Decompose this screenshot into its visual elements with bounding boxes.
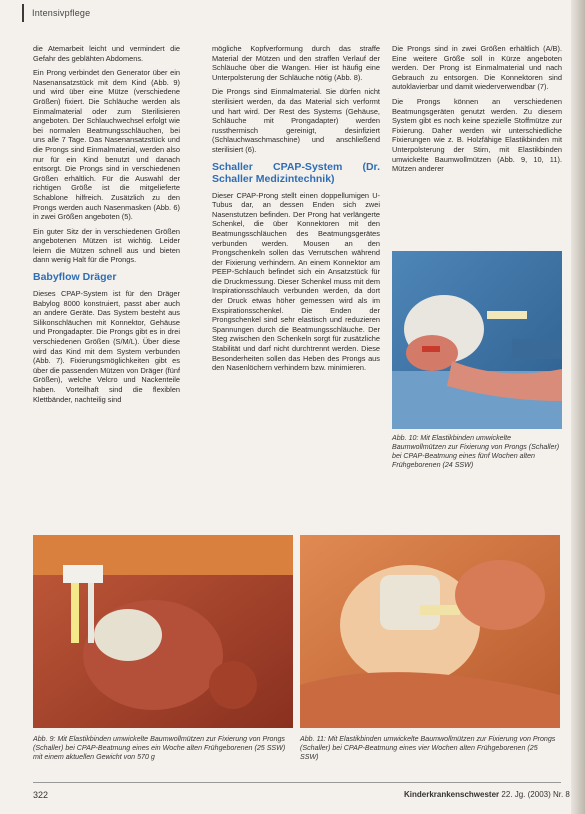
- section-marker: [22, 4, 24, 22]
- journal-name: Kinderkrankenschwester: [404, 790, 500, 799]
- journal-issue: 22. Jg. (2003) Nr. 8: [501, 790, 570, 799]
- paragraph: Die Prongs sind Einmalmaterial. Sie dürfen nicht sterilisiert werden, da das Material sich verformt und hart wird. Der Rest des Systems (Gehäuse, Schläuche mit Prongadapter) werden russthermisch gereinigt, desinfiziert (Schlauchwaschmaschine) und anschließend sterilisiert (6).: [212, 87, 380, 154]
- text-column-2: [212, 44, 380, 524]
- paragraph: Dieses CPAP-System ist für den Dräger Babylog 8000 konstruiert, passt aber auch an andere Geräte. Das System besteht aus Silikonschläuchen mit Konnektor, Gehäuse und Prongadapter. Die Prongs gibt es in drei verschiedenen Größen (S/M/L). Über diese wird das Kind mit dem System verbunden (Abb. 7). Fixierungsmöglichkeiten gibt es über die passenden Mützen von Dräger (fünf Größen), welche Velcro und Nackenteile haben. Vorteilhaft sind die flexiblen Klettbänder, nachteilig sind: [33, 289, 180, 404]
- figure-9-caption: Abb. 9: Mit Elastikbinden umwickelte Baumwollmützen zur Fixierung von Prongs (Schaller) bei CPAP-Beatmung eines ein Woche alten Frühgeborenen (25 SSW) mit einem aktuellen Gewicht von 570 g: [33, 735, 286, 761]
- page-edge: [571, 0, 585, 814]
- section-heading-schaller: Schaller CPAP-System (Dr. Schaller Medizintechnik): [212, 160, 380, 185]
- section-header: Intensivpflege: [32, 8, 91, 18]
- figure-10-photo: [392, 251, 562, 429]
- paragraph: mögliche Kopfverformung durch das straffe Material der Mützen und den straffen Verlauf der Schläuche über die Wangen. Hier ist häufig eine Unterpolsterung der Schläuche nötig (Abb. 8).: [212, 44, 380, 82]
- page-number: 322: [33, 790, 49, 800]
- figure-11-photo: [300, 535, 560, 728]
- section-heading-babyflow: Babyflow Dräger: [33, 271, 117, 284]
- footer-divider: [33, 782, 561, 783]
- paragraph: Dieser CPAP-Prong stellt einen doppellumigen U-Tubus dar, an dessen Enden sich zwei Nasenstutzen befinden. Der Prong hat verlängerte Schenkel, die über Konnektoren mit den Beatmungsschläuchen des Beatmungsgerätes verbunden werden. Mousen an den Prongschenkeln sollen das Verrutschen während der Fixierung verhindern. An einem Konnektor am PEEP-Schlauch befindet sich ein Ansatzstück für die Druckmessung. Dieser Schenkel muss mit dem Inspirationsschlauch verbunden werden, da dort der Druck etwas höher gemessen wird als im Exspirationsschenkel. Die Enden der Prongschenkel sind sehr elastisch und reduzieren Spannungen durch die Beatmungsschläuche. Der Steg zwischen den Schenkeln sorgt für zusätzliche Stabilität und darf nicht durchtrennt werden. Diese Besonderheiten sollen das Heben des Prongs aus den Nasenlöchern verhindern bzw. minimieren.: [212, 190, 380, 373]
- paragraph: Ein Prong verbindet den Generator über ein Nasenansatzstück mit dem Kind (Abb. 9) und wird über eine Mütze (verschiedene Größen) fixiert. Die Schläuche werden als Einmalmaterial oder zum Sterilisieren angeboten. Der Schlauchwechsel erfolgt wie bei normalen Beatmungsschläuchen, bei uns alle 7 Tage. Das Nasenansatzstück und die Prongs sind Einmalmaterial, werden also nur für ein Kind benutzt und danach entsorgt. Die Prongs sind in verschiedenen Größen erhältlich. Für die Auswahl der richtigen Größe ist die mitgelieferte Schablone hilfreich. Zusätzlich zu den Prongs werden auch Nasenmasken (Abb. 6) in zwei Größen angeboten (5).: [33, 68, 180, 222]
- figure-9-photo: [33, 535, 293, 728]
- figure-10-caption: Abb. 10: Mit Elastikbinden umwickelte Baumwollmützen zur Fixierung von Prongs (Schaller) bei CPAP-Beatmung eines fünf Wochen alten Frühgeborenen (24 SSW): [392, 434, 560, 469]
- paragraph: die Atemarbeit leicht und vermindert die Gefahr des geblähten Abdomens.: [33, 44, 180, 63]
- text-column-3: [392, 44, 562, 244]
- paragraph: Ein guter Sitz der in verschiedenen Größen angebotenen Mützen ist wichtig. Leider leiern die Mützen schnell aus und bieten dann wenig Halt für die Prongs.: [33, 226, 180, 265]
- paragraph: Die Prongs können an verschiedenen Beatmungsgeräten genutzt werden. Zu diesem System gibt es noch keine spezielle Stoffmütze zur Fixierung. Daher werden wir unterschiedliche Fixierungen wie z. B. Holzfähige Elastikbinden mit Unterpolsterung der Stirn, mit Elastikbinden umwickelte Baumwollmützen (Abb. 9, 10, 11). Mützen anderer: [392, 96, 562, 174]
- journal-info: [404, 790, 570, 799]
- paragraph: Die Prongs sind in zwei Größen erhältlich (A/B). Eine weitere Größe soll in Kürze angeboten werden. Der Prong ist Einmalmaterial und nach Gebrauch zu entsorgen. Die Konnektoren sind autoklavierbar und damit wiederverwendbar (7).: [392, 44, 562, 92]
- text-column-1: [33, 44, 180, 519]
- figure-11-caption: Abb. 11: Mit Elastikbinden umwickelte Baumwollmützen zur Fixierung von Prongs (Schaller) bei CPAP-Beatmung eines vier Wochen alten Frühgeborenen (25 SSW): [300, 735, 556, 761]
